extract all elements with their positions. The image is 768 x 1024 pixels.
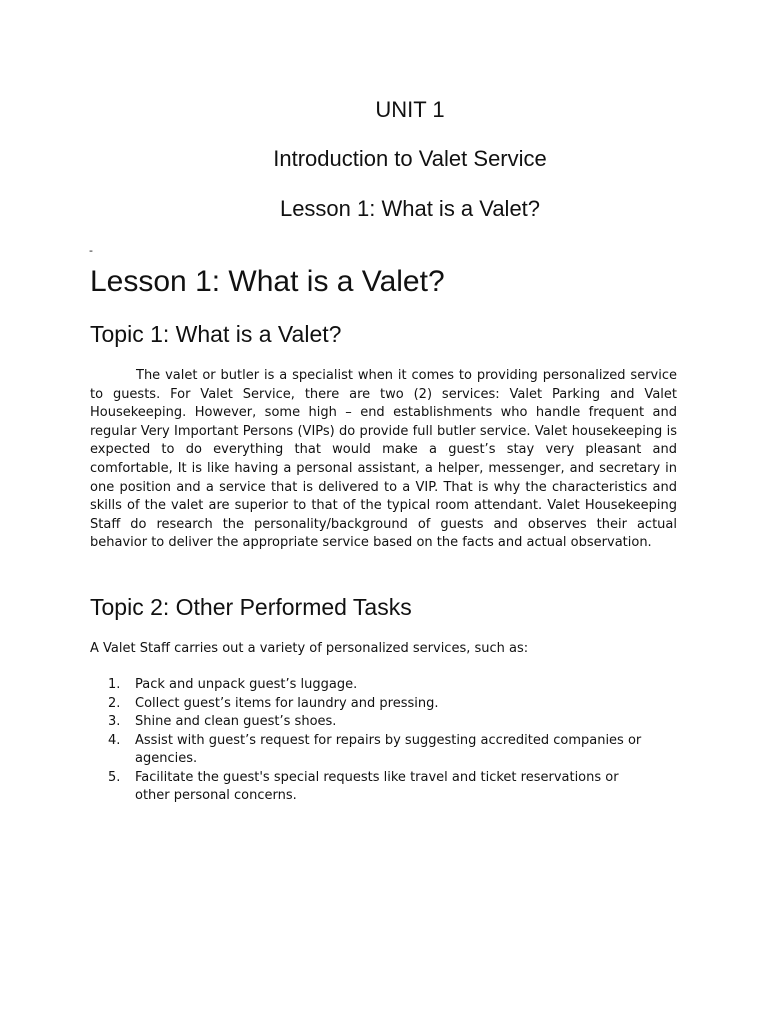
- list-item-text: Shine and clean guest’s shoes.: [135, 714, 337, 729]
- lesson-subtitle: Lesson 1: What is a Valet?: [279, 196, 541, 221]
- list-item-number: 1.: [108, 677, 121, 692]
- list-item-number: 3.: [108, 714, 121, 729]
- topic1-heading: Topic 1: What is a Valet?: [90, 321, 342, 347]
- lesson-heading: Lesson 1: What is a Valet?: [90, 265, 445, 298]
- list-item-number: 2.: [108, 695, 121, 711]
- list-item-number: 5.: [108, 769, 121, 785]
- topic2-intro: A Valet Staff carries out a variety of personalized services, such as:: [90, 641, 529, 656]
- list-item: [90, 695, 650, 714]
- list-item-text: Pack and unpack guest’s luggage.: [135, 677, 358, 692]
- list-item-number: 4.: [108, 732, 121, 748]
- list-item: [90, 676, 650, 695]
- unit-title: UNIT 1: [375, 97, 445, 122]
- list-item-text: Facilitate the guest's special requests like travel and ticket reservations or other personal concerns.: [135, 769, 619, 803]
- list-item: [90, 769, 650, 806]
- topic2-heading: Topic 2: Other Performed Tasks: [90, 594, 412, 620]
- list-item: [90, 713, 650, 732]
- separator-mark: -: [89, 244, 93, 257]
- list-item-text: Collect guest’s items for laundry and pressing.: [135, 695, 439, 711]
- task-list: [90, 676, 650, 806]
- unit-subtitle: Introduction to Valet Service: [273, 146, 547, 171]
- topic1-paragraph: The valet or butler is a specialist when it comes to providing personalized service to guests. For Valet Service, there are two (2) services: Valet Parking and Valet Housekeeping. However, some high – end establishments who handle frequent and regular Very Important Persons (VIPs) do provide full butler service. Valet housekeeping is expected to do everything that would make a guest’s stay very pleasant and comfortable, It is like having a personal assistant, a helper, messenger, and secretary in one position and a service that is delivered to a VIP. That is why the characteristics and skills of the valet are superior to that of the typical room attendant. Valet Housekeeping Staff do research the personality/background of guests and observes their actual behavior to deliver the appropriate service based on the facts and actual observation.: [90, 368, 677, 551]
- list-item: [90, 732, 650, 769]
- list-item-text: Assist with guest’s request for repairs by suggesting accredited companies or agencies.: [135, 732, 642, 766]
